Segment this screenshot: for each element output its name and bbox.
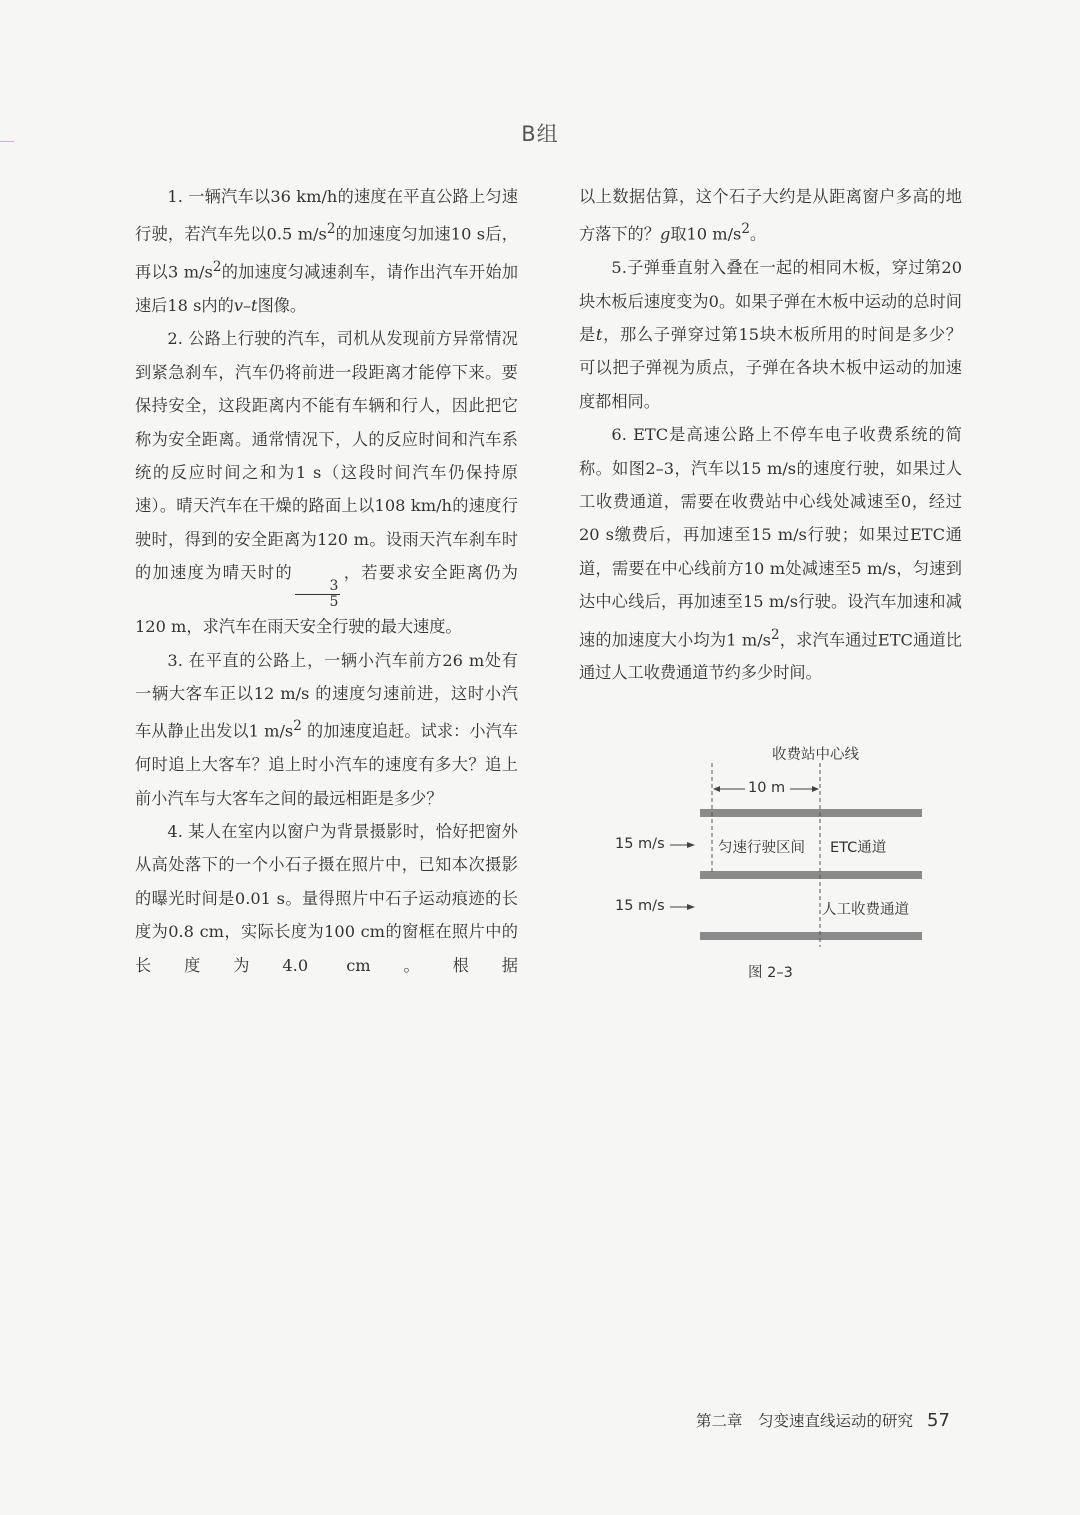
manual-lane-label: 人工收费通道 bbox=[822, 902, 909, 918]
problem-4-continued: 以上数据估算，这个石子大约是从距离窗户多高的地方落下的？g取10 $m/s^2$。 bbox=[579, 187, 962, 244]
arrowhead-right-icon bbox=[812, 786, 819, 792]
chapter-title: 第二章 匀变速直线运动的研究 bbox=[696, 1412, 914, 1430]
figure-caption: 图 2–3 bbox=[748, 965, 793, 981]
page-number: 57 bbox=[927, 1410, 950, 1431]
problem-1: 1. 一辆汽车以36 km/h的速度在平直公路上匀速行驶，若汽车先以0.5 $m/s^2$的加速度匀加速10 s后，再以3 $m/s^2$的加速度匀减速刹车，请作出汽车开始加速后18 s内的v–t图像。 bbox=[135, 187, 519, 315]
arrowhead-left-icon bbox=[713, 786, 720, 792]
problem-6: 6. ETC是高速公路上不停车电子收费系统的简称。如图2–3，汽车以15 m/s的速度行驶，如果过人工收费通道，需要在收费站中心线处减速至0，经过20 s缴费后，再加速至15 m/s行驶；如果过ETC通道，需要在中心线前方10 m处减速至5 m/s，匀速到达中心线后，再加速至15 m/s行驶。设汽车加速和减速的加速度大小均为1 $m/s^2$，求汽车通过ETC通道比通过人工收费通道节约多少时间。 bbox=[579, 425, 962, 683]
left-column bbox=[135, 180, 518, 982]
fraction: $\frac{3}{5}$ bbox=[295, 579, 340, 610]
problem-5: 5.子弹垂直射入叠在一起的相同木板，穿过第20块木板后速度变为0。如果子弹在木板中运动的总时间是t，那么子弹穿过第15块木板所用的时间是多少？可以把子弹视为质点，子弹在各块木板中运动的加速度都相同。 bbox=[579, 258, 962, 411]
distance-label: 10 m bbox=[748, 780, 786, 796]
speed-label-bottom: 15 m/s bbox=[615, 898, 665, 914]
section-title: B组 bbox=[521, 122, 559, 146]
problem-4: 4. 某人在室内以窗户为背景摄影时，恰好把窗外从高处落下的一个小石子摄在照片中，已知本次摄影的曝光时间是0.01 s。量得照片中石子运动痕迹的长度为0.8 cm，实际长度为100 cm的窗框在照片中的长度为4.0 cm。根据 bbox=[135, 822, 518, 975]
right-column bbox=[579, 180, 962, 690]
lane-divider-middle bbox=[700, 871, 922, 879]
lane-divider-top bbox=[700, 809, 922, 817]
lane-divider-bottom bbox=[700, 932, 922, 940]
etc-lane-label: ETC通道 bbox=[830, 840, 887, 856]
arrow-right-icon bbox=[687, 842, 695, 848]
center-line-label: 收费站中心线 bbox=[772, 747, 859, 763]
arrow-right-icon bbox=[687, 904, 695, 910]
speed-label-top: 15 m/s bbox=[615, 836, 665, 852]
zone-label: 匀速行驶区间 bbox=[718, 840, 805, 856]
problem-2: 2. 公路上行驶的汽车，司机从发现前方异常情况到紧急刹车，汽车仍将前进一段距离才能停下来。要保持安全，这段距离内不能有车辆和行人，因此把它称为安全距离。通常情况下，人的反应时间和汽车系统的反应时间之和为1 s（这段时间汽车仍保持原速）。晴天汽车在干燥的路面上以108 km/h的速度行驶时，得到的安全距离为120 m。设雨天汽车刹车时的加速度为晴天时的 $\frac{3}{5}$ ，若要求安全距离仍为120 m，求汽车在雨天安全行驶的最大速度。 bbox=[135, 329, 518, 637]
figure-2-3 bbox=[600, 735, 940, 981]
page-footer bbox=[696, 1409, 950, 1431]
problem-3: 3. 在平直的公路上，一辆小汽车前方26 m处有一辆大客车正以12 m/s 的速度匀速前进，这时小汽车从静止出发以1 $m/s^2$ 的加速度追赶。试求：小汽车何时追上大客车？追上时小汽车的速度有多大？追上前小汽车与大客车之间的最远相距是多少？ bbox=[135, 650, 518, 808]
